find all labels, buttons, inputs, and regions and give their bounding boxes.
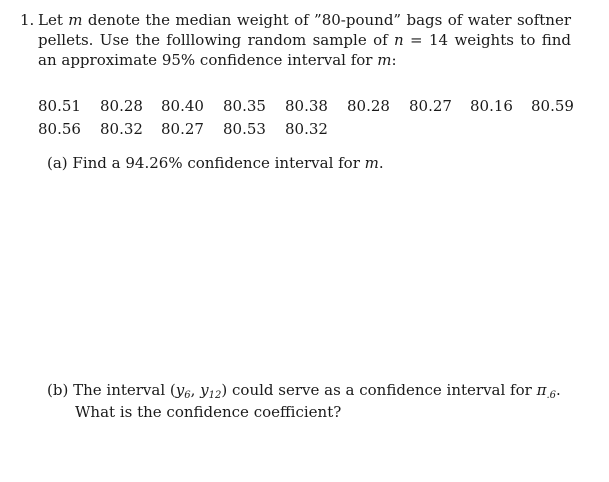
part-b-comma: ,: [190, 381, 201, 399]
data-value: 80.35: [223, 97, 266, 115]
pi-subscript: .6: [546, 390, 556, 401]
data-value: 80.59: [531, 97, 574, 115]
data-value: 80.28: [100, 97, 143, 115]
data-value: 80.38: [285, 97, 328, 115]
part-a: [47, 153, 384, 173]
data-value: 80.27: [161, 120, 204, 138]
y-symbol: y: [175, 381, 185, 399]
order-stat-y12: [200, 381, 221, 399]
median-symbol: m: [68, 11, 83, 29]
statement-end-punct: :: [391, 51, 397, 69]
y-symbol: y: [200, 381, 209, 399]
part-b-punct: .: [555, 381, 561, 399]
sample-size-value: = 14: [403, 31, 449, 49]
statement-body: denote the median weight of ”80-pound” bags of water softner pellets. Use the folllowing random sample of: [38, 11, 571, 49]
part-b-label: (b): [47, 381, 69, 399]
sample-size-symbol: n: [394, 31, 404, 49]
data-row-2: [38, 118, 576, 141]
part-a-text: Find a 94.26% confidence interval for: [67, 154, 365, 172]
problem-number: 1.: [20, 11, 35, 29]
part-b-question: What is the confidence coefficient?: [75, 403, 342, 421]
data-value: 80.28: [347, 97, 390, 115]
data-value: 80.32: [100, 120, 143, 138]
pi-symbol: π: [536, 381, 547, 399]
statement-intro: Let: [38, 11, 69, 29]
part-b-line-1: [47, 379, 571, 401]
problem-statement: [38, 10, 571, 70]
data-value: 80.40: [161, 97, 204, 115]
median-symbol-end: m: [377, 51, 392, 69]
percentile-symbol: [537, 381, 556, 399]
sample-data-table: [38, 95, 576, 141]
data-value: 80.56: [38, 120, 81, 138]
data-value: 80.32: [285, 120, 328, 138]
order-stat-y6: [176, 381, 191, 399]
data-value: 80.51: [38, 97, 81, 115]
part-a-punct: .: [378, 154, 384, 172]
part-b-text-before: The interval (: [68, 381, 176, 399]
y12-subscript: 12: [208, 390, 222, 401]
part-b-text-after: ) could serve as a confidence interval for: [221, 381, 537, 399]
part-a-symbol: m: [364, 154, 379, 172]
data-value: 80.16: [470, 97, 513, 115]
part-b: [47, 379, 571, 423]
data-value: 80.53: [223, 120, 266, 138]
part-a-label: (a): [47, 154, 68, 172]
y6-subscript: 6: [184, 390, 191, 401]
data-row-1: [38, 95, 576, 118]
statement-tail: weights to find an approximate 95% confidence interval for: [38, 31, 571, 69]
data-value: 80.27: [409, 97, 452, 115]
